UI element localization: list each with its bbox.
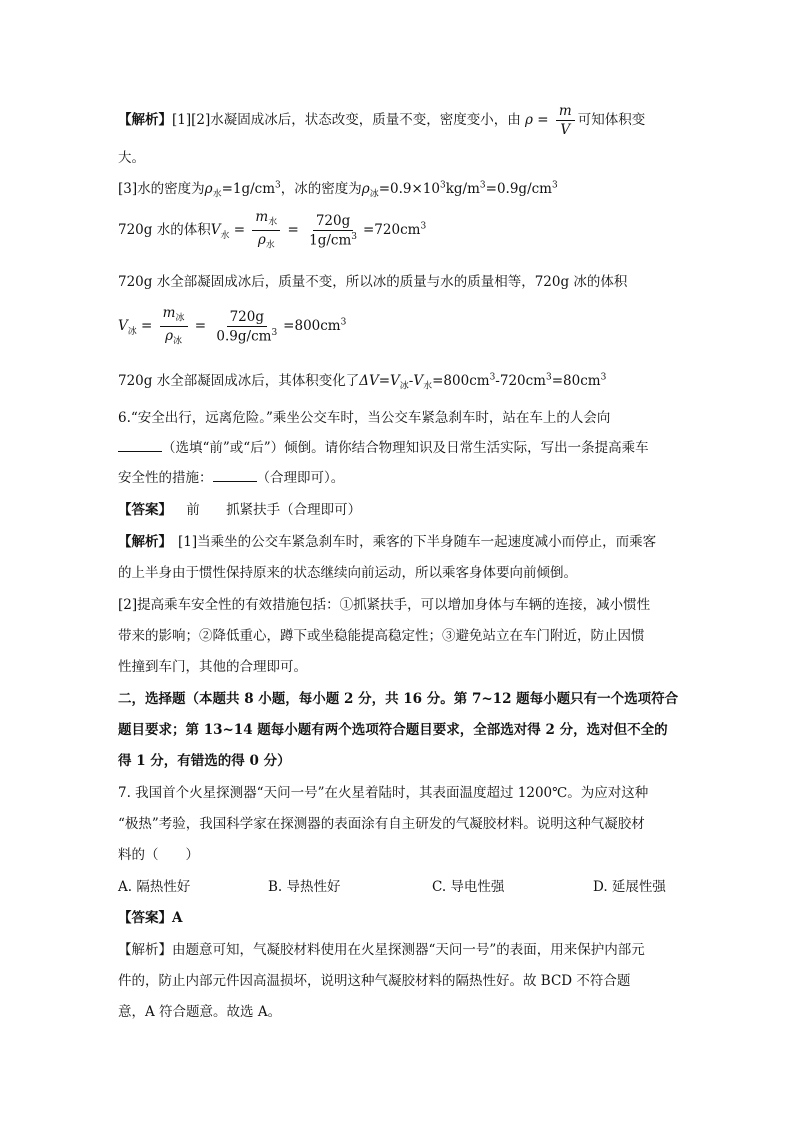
q6-line2 [118, 436, 649, 456]
sup: 3 [275, 180, 281, 191]
text: 安全性的措施： [118, 470, 213, 486]
text: [1]当乘坐的公交车紧急刹车时，乘客的下半身随车一起速度减小而停止，而乘客 [178, 534, 657, 550]
sup: 3 [551, 180, 558, 191]
analysis-label: 【解析】 [118, 534, 172, 550]
sup: 3 [546, 372, 552, 383]
sup: 3 [420, 221, 427, 232]
text: ，冰的密度为 [280, 181, 362, 197]
frac-num: m [255, 209, 269, 225]
sup: 3 [479, 180, 486, 191]
frac-den: V [560, 122, 571, 139]
density-fraction [556, 104, 575, 137]
rho-symbol: ρ [204, 181, 213, 197]
equals: = [532, 112, 553, 129]
text: -720cm [495, 373, 546, 389]
analysis-p6 [118, 369, 606, 392]
sup: 3 [440, 180, 446, 191]
text: =1g/cm [221, 181, 276, 197]
q6-analysis-l5: 性撞到车门，其他的合理即可。 [118, 659, 307, 675]
sub: 冰 [127, 326, 137, 337]
sub: 冰 [175, 313, 185, 324]
text: - [408, 373, 414, 389]
sub: 冰 [369, 189, 379, 200]
section2-l2: 题目要求；第 13~14 题每小题有两个选项符合题目要求，全部选对得 2 分，选对但不全的 [118, 722, 668, 738]
text: =0.9g/cm [485, 181, 552, 197]
result: =800cm [283, 318, 341, 335]
text: 可知体积变 [577, 112, 646, 129]
frac-num: m [162, 305, 176, 321]
frac-den: 1g/cm [309, 232, 352, 249]
q6-line3 [118, 466, 344, 486]
q7-line1: 7. 我国首个火星探测器“天问一号”在火星着陆时，其表面温度超过 1200℃。为应对这种 [118, 785, 649, 801]
answer-blank[interactable] [213, 469, 257, 482]
analysis-p2 [118, 177, 558, 200]
q6-line1: 6.“安全出行，远离危险。”乘坐公交车时，当公交车紧急刹车时，站在车上的人会向 [118, 410, 611, 426]
text: 720g 水的体积 [118, 222, 211, 239]
q7-option-c[interactable]: C. 导电性强 [432, 879, 505, 895]
text: =0.9×10 [378, 181, 440, 197]
rho-symbol: ρ [361, 181, 370, 197]
q7-analysis-l3: 意，A 符合题意。故选 A。 [118, 1004, 282, 1020]
section2-l3: 得 1 分，有错选的得 0 分） [118, 753, 291, 769]
equals: = [190, 318, 211, 335]
q6-answer [118, 498, 361, 518]
analysis-p1-line1 [118, 104, 645, 137]
frac-num: 720g [227, 310, 267, 327]
frac-num: m [558, 103, 572, 119]
analysis-p4: 720g 水全部凝固成冰后，质量不变，所以冰的质量与水的质量相等，720g 冰的体积 [118, 274, 628, 290]
rho-symbol: ρ [525, 112, 533, 129]
frac-num: 720g [313, 214, 353, 231]
sub: 水 [268, 217, 278, 228]
q7-option-b[interactable]: B. 导热性好 [268, 879, 341, 895]
sup: 3 [340, 317, 347, 328]
volume-symbol: V [413, 373, 424, 389]
q7-analysis-l2: 件的，防止内部元件因高温损坏，说明这种气凝胶材料的隔热性好。故 BCD 不符合题 [118, 973, 631, 989]
text: （选填“前”或“后”）倾倒。请你结合物理知识及日常生活实际，写出一条提高乘车 [162, 440, 649, 456]
sup: 3 [271, 327, 278, 338]
analysis-p3 [118, 210, 426, 251]
sup: 3 [351, 231, 357, 242]
equals: = [229, 222, 250, 239]
equals: = [283, 222, 304, 239]
text: 720g 水全部凝固成冰后，其体积变化了 [118, 373, 360, 389]
answer-1: 前 [186, 502, 200, 518]
sub: 冰 [399, 381, 409, 392]
q6-analysis-l4: 带来的影响；②降低重心，蹲下或坐稳能提高稳定性；③避免站立在车门附近，防止因惯 [118, 628, 645, 644]
text: kg/m [445, 181, 480, 197]
frac-den: ρ [257, 232, 266, 249]
text: = [378, 373, 391, 389]
sub: 水 [212, 189, 222, 200]
equals: = [136, 318, 157, 335]
delta-v: ΔV [359, 373, 379, 389]
q7-option-d[interactable]: D. 延展性强 [593, 879, 666, 895]
sub: 水 [423, 381, 433, 392]
value-fraction [213, 310, 280, 344]
q7-option-a[interactable]: A. 隔热性好 [118, 879, 191, 895]
volume-symbol: V [118, 318, 128, 335]
sub: 冰 [173, 336, 183, 347]
sup: 3 [489, 372, 496, 383]
sub: 水 [265, 240, 275, 251]
formula-fraction [160, 306, 188, 347]
answer-blank[interactable] [118, 439, 162, 452]
text: [1][2]水凝固成冰后，状态改变，质量不变，密度变小，由 [172, 112, 521, 129]
text: =80cm [551, 373, 601, 389]
answer-2: 抓紧扶手（合理即可） [226, 502, 362, 518]
text: [3]水的密度为 [118, 181, 205, 197]
q7-line2: “极热”考验，我国科学家在探测器的表面涂有自主研发的气凝胶材料。说明这种气凝胶材 [118, 816, 645, 832]
frac-den: ρ [165, 328, 174, 345]
value-fraction [306, 214, 360, 248]
text: （合理即可）。 [256, 470, 345, 486]
q7-analysis-l1: 【解析】由题意可知，气凝胶材料使用在火星探测器“天问一号”的表面，用来保护内部元 [118, 942, 645, 958]
q7-line3: 料的（ ） [118, 847, 199, 863]
q6-analysis-l2: 的上半身由于惯性保持原来的状态继续向前运动，所以乘客身体要向前倾倒。 [118, 565, 577, 581]
frac-den: 0.9g/cm [216, 328, 272, 345]
analysis-p5 [118, 306, 346, 347]
sub: 水 [220, 230, 230, 241]
text: =800cm [432, 373, 490, 389]
answer-label: 【答案】 [118, 502, 172, 518]
analysis-p1-line2: 大。 [118, 150, 145, 166]
result: =720cm [363, 222, 421, 239]
volume-symbol: V [210, 222, 221, 239]
answer: 【答案】A [118, 910, 183, 926]
formula-fraction [252, 210, 280, 251]
q6-analysis-l3: [2]提高乘车安全性的有效措施包括：①抓紧扶手，可以增加身体与车辆的连接，减小惯性 [118, 597, 651, 613]
sup: 3 [600, 372, 607, 383]
q7-answer [118, 906, 182, 926]
analysis-label: 【解析】 [118, 112, 172, 129]
volume-symbol: V [390, 373, 400, 389]
q6-analysis-l1 [118, 530, 656, 550]
section2-l1: 二，选择题（本题共 8 小题，每小题 2 分，共 16 分。第 7~12 题每小题只有一个选项符合 [118, 691, 679, 707]
